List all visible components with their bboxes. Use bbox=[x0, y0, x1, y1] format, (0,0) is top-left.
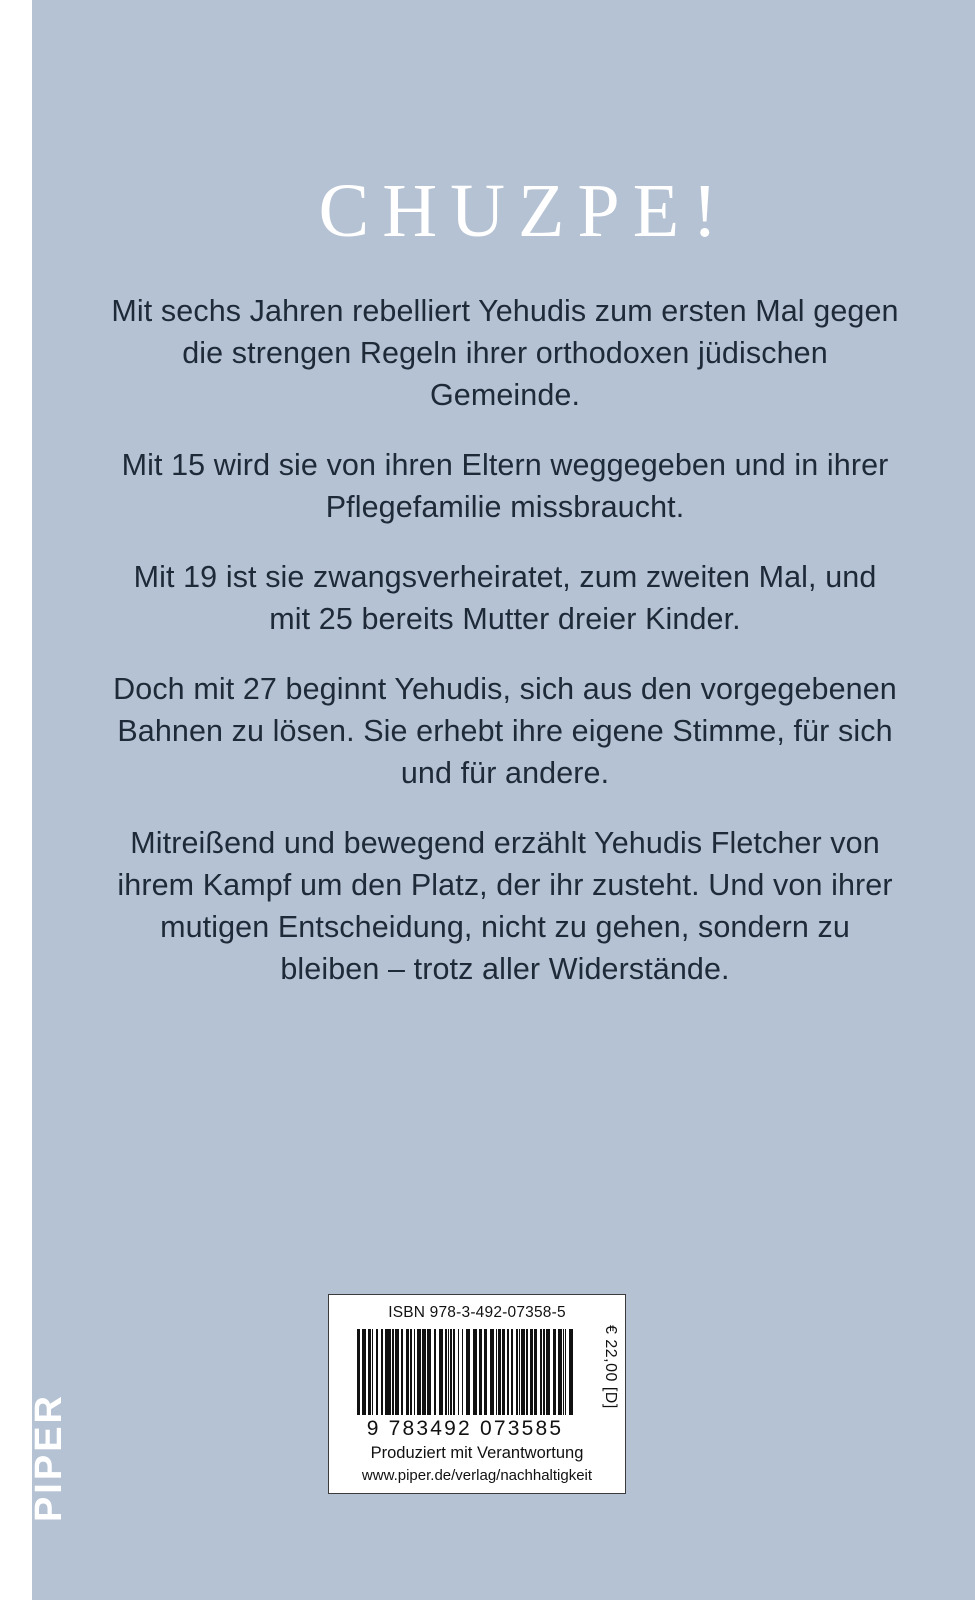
publisher-strip bbox=[28, 0, 78, 1600]
blurb-paragraph: Mitreißend und bewegend erzählt Yehudis Fletcher von ihrem Kampf um den Platz, der ihr zusteht. Und von ihrer mutigen Entscheidung, nicht zu gehen, sondern zu bleiben – trotz aller Widerstände. bbox=[117, 826, 893, 986]
price-label: € 22,00 [D] bbox=[602, 1325, 619, 1409]
barcode-block bbox=[328, 1294, 626, 1494]
publisher-name: PIPER bbox=[28, 1392, 70, 1522]
book-title: CHUZPE! bbox=[318, 169, 731, 253]
sustainability-url: www.piper.de/verlag/nachhaltigkeit bbox=[361, 1467, 593, 1484]
cover-left-white-strip bbox=[0, 0, 32, 1600]
blurb-paragraph: Mit 15 wird sie von ihren Eltern weggegeben und in ihrer Pflegefamilie missbraucht. bbox=[121, 448, 889, 524]
blurb-paragraph: Doch mit 27 beginnt Yehudis, sich aus den vorgegebenen Bahnen zu lösen. Sie erhebt ihre eigene Stimme, für sich und für andere. bbox=[113, 672, 897, 790]
blurb-text bbox=[110, 290, 900, 990]
barcode-digits: 9 783492 073585 bbox=[366, 1417, 564, 1440]
isbn-label: ISBN 978-3-492-07358-5 bbox=[388, 1304, 566, 1321]
produced-responsibly-label: Produziert mit Verantwortung bbox=[370, 1444, 584, 1462]
blurb-paragraph: Mit sechs Jahren rebelliert Yehudis zum ersten Mal gegen die strengen Regeln ihrer orthodoxen jüdischen Gemeinde. bbox=[111, 294, 899, 412]
barcode-bars bbox=[357, 1329, 575, 1415]
blurb-paragraph: Mit 19 ist sie zwangsverheiratet, zum zweiten Mal, und mit 25 bereits Mutter dreier Kinder. bbox=[133, 560, 877, 636]
